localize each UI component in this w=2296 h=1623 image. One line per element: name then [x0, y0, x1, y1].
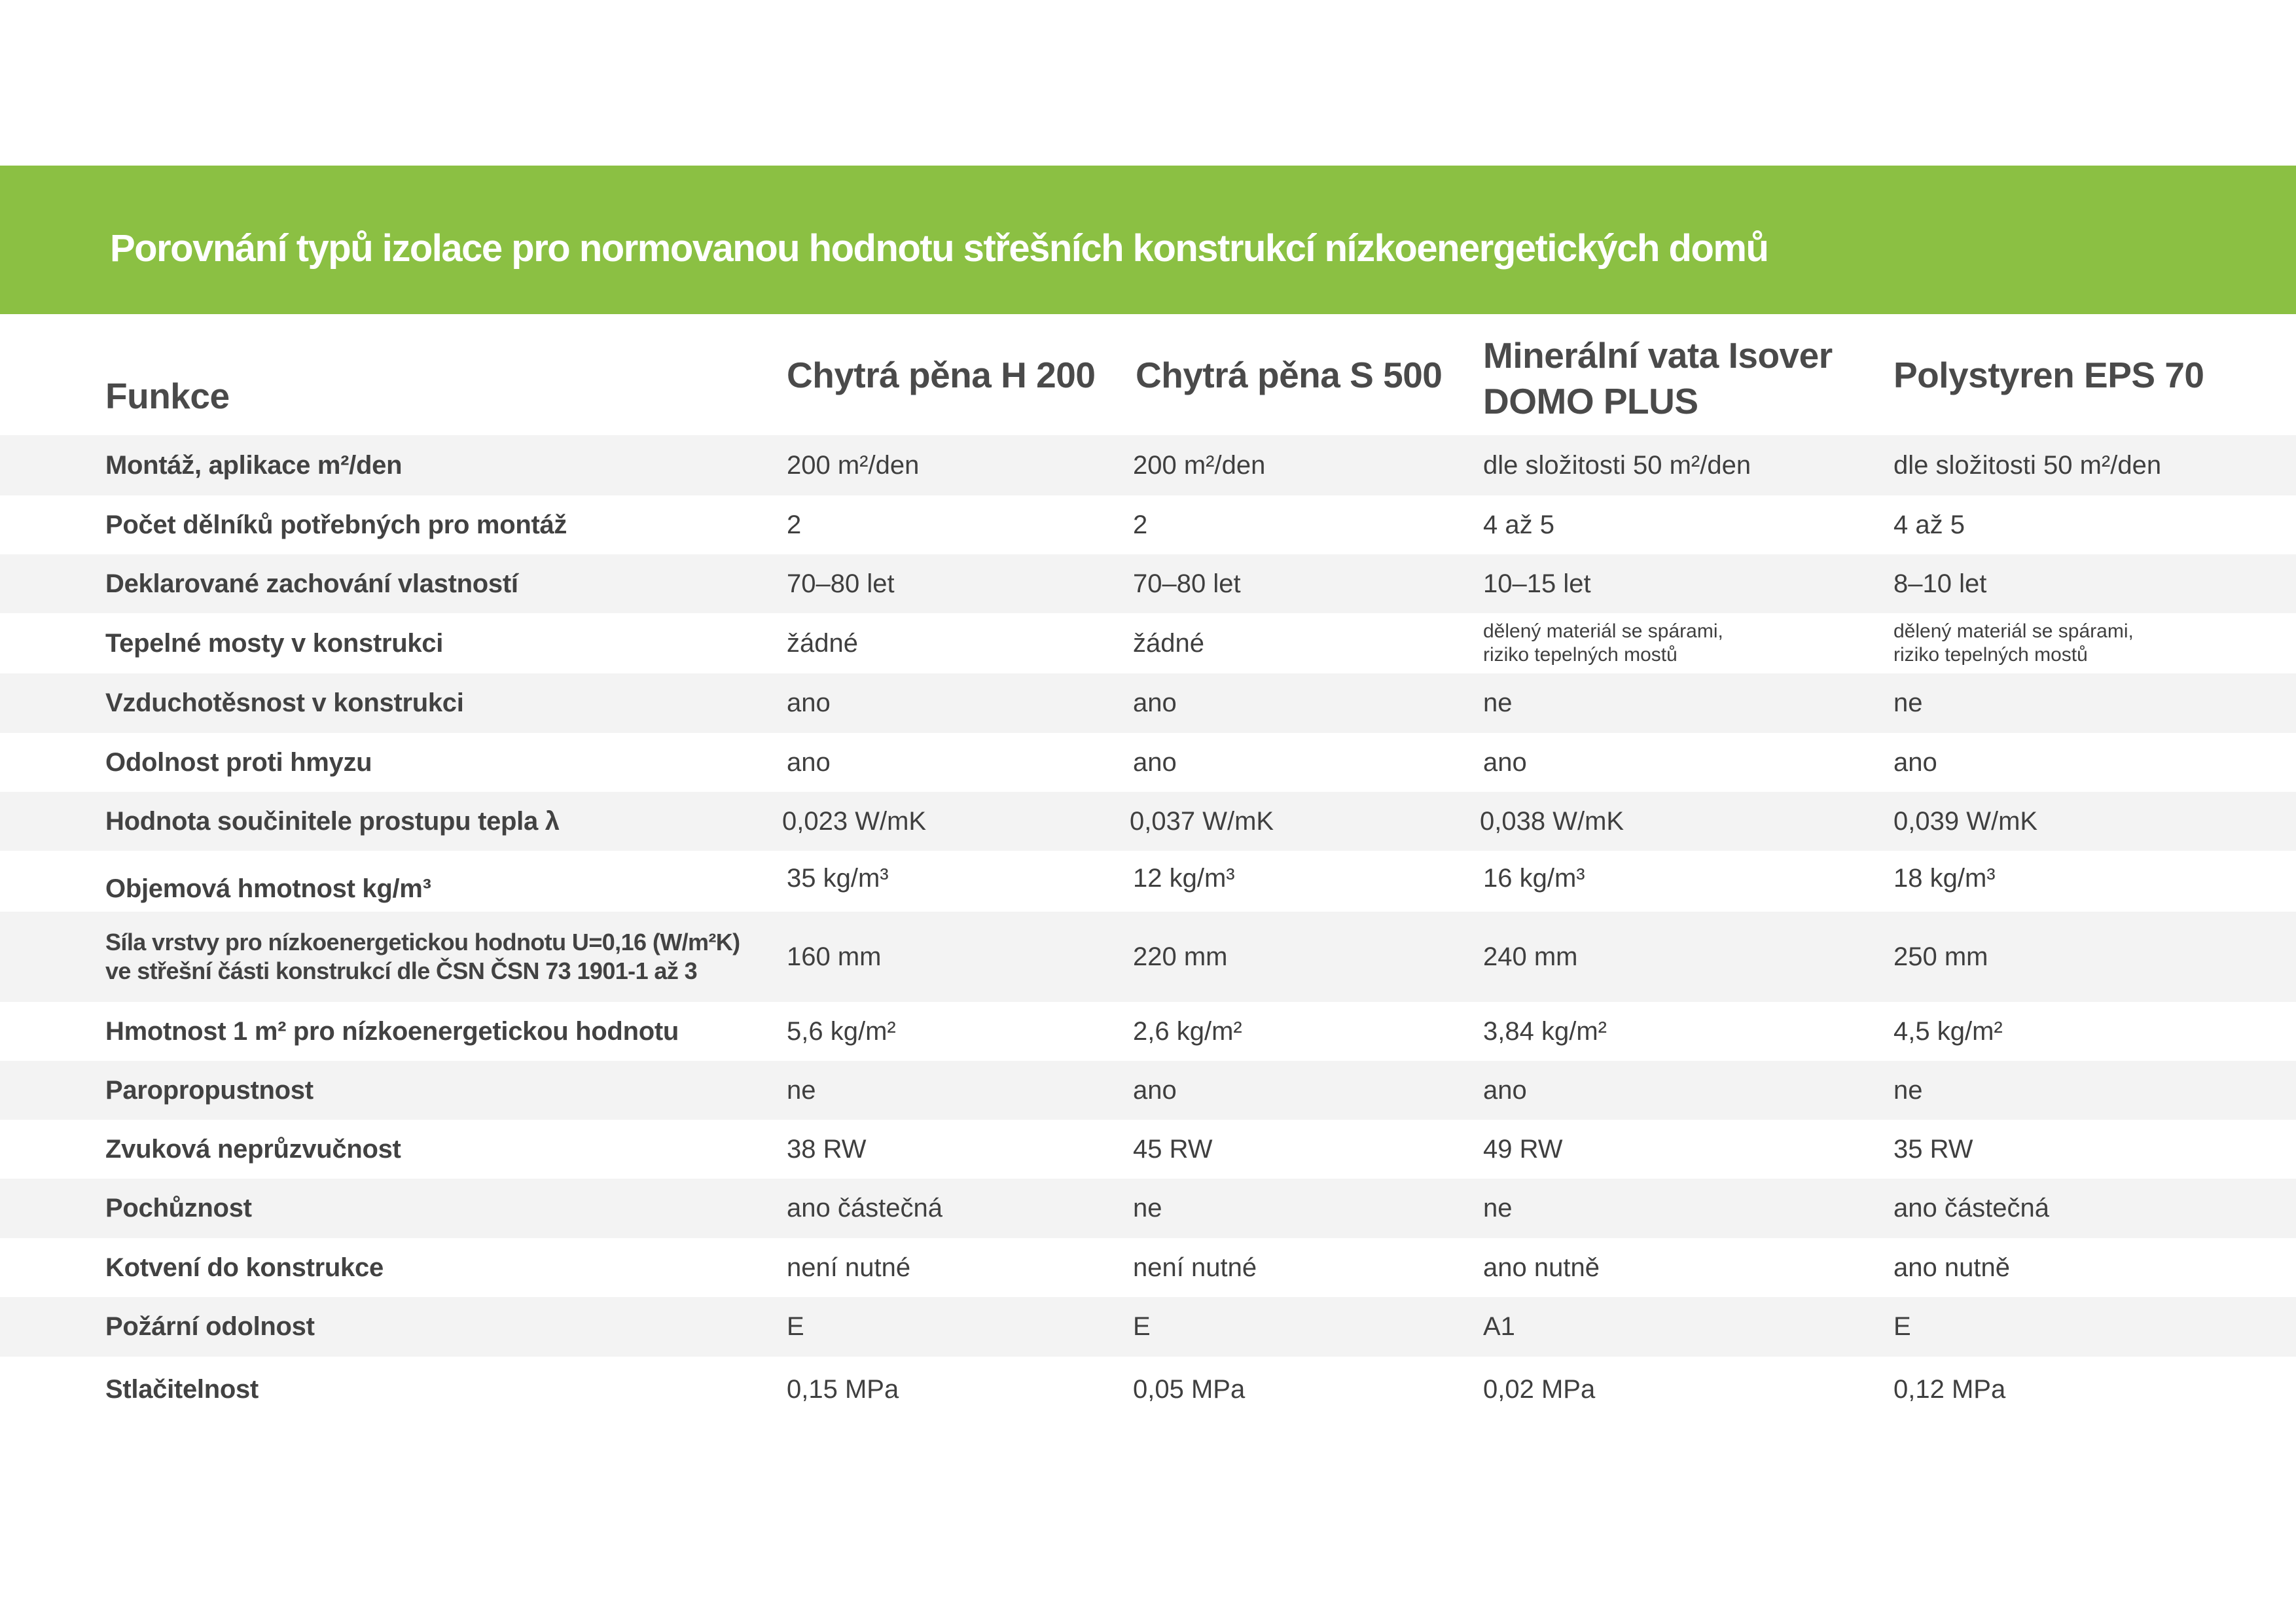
row-label-text: Síla vrstvy pro nízkoenergetickou hodnotu U=0,16 (W/m²K) ve střešní části konstrukcí dle ČSN ČSN 73 1901-1 až 3	[105, 929, 740, 984]
row-label: Stlačitelnost	[105, 1374, 259, 1404]
cell-chytra-pena-s500: ano	[1133, 747, 1177, 777]
cell-polystyren: ano částečná	[1893, 1194, 2049, 1222]
cell-polystyren: ne	[1893, 1075, 1923, 1105]
cell-chytra-pena-s500: 200 m²/den	[1133, 450, 1266, 480]
row-label: Požární odolnost	[105, 1312, 315, 1341]
row-label: Paropropustnost	[105, 1075, 314, 1105]
cell-mineralni-vata: ano	[1483, 1075, 1527, 1105]
cell-polystyren	[1893, 613, 2134, 673]
cell-mineralni-vata: 16 kg/m³	[1483, 864, 1585, 893]
table-row	[0, 673, 2296, 733]
cell-mineralni-vata: dle složitosti 50 m²/den	[1483, 450, 1751, 480]
row-label	[105, 912, 740, 1002]
cell-chytra-pena-s500: ano	[1133, 688, 1177, 717]
row-label: Kotvení do konstrukce	[105, 1253, 384, 1282]
table-row	[0, 554, 2296, 613]
cell-chytra-pena-h200: žádné	[787, 628, 858, 658]
cell-polystyren: dle složitosti 50 m²/den	[1893, 450, 2162, 480]
row-label: Pochůznost	[105, 1194, 252, 1222]
cell-mineralni-vata: 0,02 MPa	[1483, 1374, 1596, 1404]
cell-chytra-pena-s500: 2,6 kg/m²	[1133, 1016, 1242, 1046]
header-chytra-pena-h200: Chytrá pěna H 200	[787, 355, 1096, 395]
header-polystyren: Polystyren EPS 70	[1893, 355, 2204, 395]
table-row	[0, 1179, 2296, 1238]
table-row	[0, 435, 2296, 495]
row-label: Hodnota součinitele prostupu tepla λ	[105, 806, 560, 836]
cell-mineralni-vata: 49 RW	[1483, 1134, 1563, 1164]
cell-chytra-pena-h200: ano částečná	[787, 1194, 942, 1222]
row-label: Objemová hmotnost kg/m³	[105, 874, 431, 903]
table-row	[0, 1061, 2296, 1120]
cell-mineralni-vata: ano nutně	[1483, 1253, 1600, 1282]
cell-chytra-pena-h200: 38 RW	[787, 1134, 867, 1164]
cell-chytra-pena-h200: E	[787, 1312, 804, 1341]
cell-mineralni-vata	[1483, 613, 1723, 673]
header-mineralni-vata-line1: Minerální vata Isover	[1483, 335, 1833, 376]
table-row	[0, 1357, 2296, 1422]
row-label: Vzduchotěsnost v konstrukci	[105, 688, 464, 717]
cell-polystyren: 250 mm	[1893, 942, 1988, 971]
cell-chytra-pena-s500: 0,05 MPa	[1133, 1374, 1246, 1404]
cell-chytra-pena-s500: 45 RW	[1133, 1134, 1213, 1164]
cell-chytra-pena-s500: 70–80 let	[1133, 569, 1241, 598]
cell-mineralni-vata: 0,038 W/mK	[1480, 806, 1624, 836]
table-row	[0, 613, 2296, 673]
cell-chytra-pena-h200: 70–80 let	[787, 569, 895, 598]
row-label: Tepelné mosty v konstrukci	[105, 628, 444, 658]
table-row	[0, 851, 2296, 912]
cell-chytra-pena-s500: není nutné	[1133, 1253, 1257, 1282]
cell-polystyren-text: dělený materiál se spárami, riziko tepelných mostů	[1893, 620, 2134, 666]
table-row	[0, 1120, 2296, 1179]
cell-polystyren: ano nutně	[1893, 1253, 2010, 1282]
cell-chytra-pena-h200: 0,023 W/mK	[782, 806, 927, 836]
cell-chytra-pena-s500: E	[1133, 1312, 1151, 1341]
cell-chytra-pena-h200: 5,6 kg/m²	[787, 1016, 896, 1046]
cell-mineralni-vata: ne	[1483, 1194, 1513, 1222]
cell-polystyren: 35 RW	[1893, 1134, 1973, 1164]
cell-mineralni-vata: 10–15 let	[1483, 569, 1591, 598]
cell-chytra-pena-s500: žádné	[1133, 628, 1204, 658]
row-label: Deklarované zachování vlastností	[105, 569, 518, 598]
cell-chytra-pena-h200: ano	[787, 747, 831, 777]
cell-mineralni-vata: 240 mm	[1483, 942, 1578, 971]
table-row	[0, 733, 2296, 792]
cell-mineralni-vata: ne	[1483, 688, 1513, 717]
cell-chytra-pena-h200: 0,15 MPa	[787, 1374, 899, 1404]
header-chytra-pena-s500: Chytrá pěna S 500	[1136, 355, 1443, 395]
cell-chytra-pena-s500: 12 kg/m³	[1133, 864, 1235, 893]
row-label: Montáž, aplikace m²/den	[105, 450, 403, 480]
cell-polystyren: 4 až 5	[1893, 510, 1965, 539]
cell-polystyren: E	[1893, 1312, 1911, 1341]
cell-chytra-pena-s500: 0,037 W/mK	[1130, 806, 1274, 836]
row-label: Zvuková neprůzvučnost	[105, 1134, 401, 1164]
cell-mineralni-vata: A1	[1483, 1312, 1515, 1341]
header-funkce: Funkce	[105, 376, 230, 416]
table-row	[0, 495, 2296, 554]
cell-polystyren: ne	[1893, 688, 1923, 717]
cell-polystyren: 18 kg/m³	[1893, 864, 1996, 893]
page-title: Porovnání typů izolace pro normovanou hodnotu střešních konstrukcí nízkoenergetických domů	[110, 227, 1768, 270]
row-label: Počet dělníků potřebných pro montáž	[105, 510, 567, 539]
cell-mineralni-vata: ano	[1483, 747, 1527, 777]
cell-chytra-pena-h200: ne	[787, 1075, 816, 1105]
table-row	[0, 792, 2296, 851]
cell-polystyren: 0,039 W/mK	[1893, 806, 2038, 836]
cell-polystyren: 4,5 kg/m²	[1893, 1016, 2003, 1046]
header-mineralni-vata	[1483, 332, 1833, 424]
cell-chytra-pena-s500: 220 mm	[1133, 942, 1228, 971]
cell-chytra-pena-h200: 2	[787, 510, 802, 539]
cell-chytra-pena-h200: 160 mm	[787, 942, 882, 971]
cell-polystyren: 8–10 let	[1893, 569, 1987, 598]
row-label: Odolnost proti hmyzu	[105, 747, 372, 777]
cell-chytra-pena-h200: 200 m²/den	[787, 450, 920, 480]
cell-chytra-pena-s500: ne	[1133, 1194, 1162, 1222]
cell-chytra-pena-s500: ano	[1133, 1075, 1177, 1105]
table-row	[0, 912, 2296, 1002]
cell-mineralni-vata-text: dělený materiál se spárami, riziko tepelných mostů	[1483, 620, 1723, 666]
cell-polystyren: 0,12 MPa	[1893, 1374, 2006, 1404]
cell-chytra-pena-h200: není nutné	[787, 1253, 911, 1282]
cell-chytra-pena-s500: 2	[1133, 510, 1148, 539]
table-row	[0, 1002, 2296, 1061]
header-mineralni-vata-line2: DOMO PLUS	[1483, 381, 1698, 421]
cell-chytra-pena-h200: ano	[787, 688, 831, 717]
table-row	[0, 1297, 2296, 1357]
row-label: Hmotnost 1 m² pro nízkoenergetickou hodnotu	[105, 1016, 679, 1046]
cell-mineralni-vata: 3,84 kg/m²	[1483, 1016, 1607, 1046]
cell-chytra-pena-h200: 35 kg/m³	[787, 864, 889, 893]
cell-polystyren: ano	[1893, 747, 1937, 777]
cell-mineralni-vata: 4 až 5	[1483, 510, 1554, 539]
table-row	[0, 1238, 2296, 1297]
